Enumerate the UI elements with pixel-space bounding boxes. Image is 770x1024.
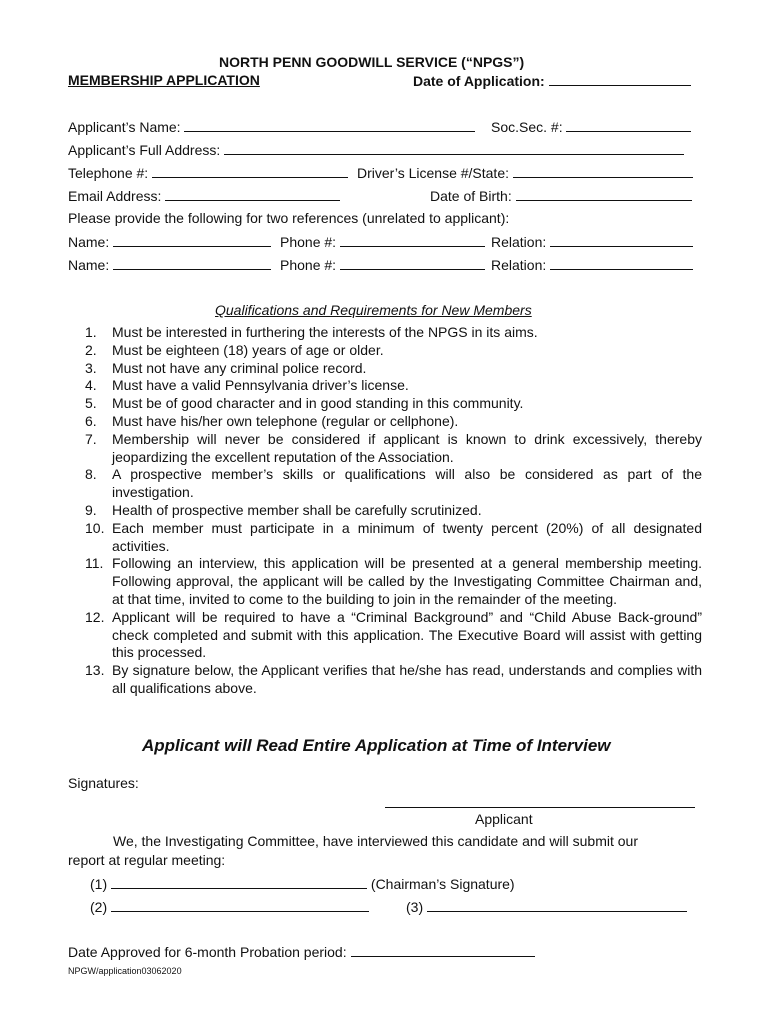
reference-phone-label: Phone #: (280, 234, 337, 250)
reference-phone-label: Phone #: (280, 257, 337, 273)
item-text: By signature below, the Applicant verifies that he/she has read, understands and complies with all qualifications above. (112, 662, 702, 696)
committee-statement-line-1: We, the Investigating Committee, have interviewed this candidate and will submit our (113, 833, 639, 849)
list-item (68, 555, 702, 608)
chairman-signature-label: (Chairman’s Signature) (370, 876, 515, 892)
item-number: 7. (85, 430, 97, 447)
item-text: Health of prospective member shall be carefully scrutinized. (112, 501, 482, 518)
applicant-name-label: Applicant’s Name: (68, 119, 181, 135)
soc-sec-field[interactable] (491, 118, 691, 135)
drivers-license-field[interactable] (357, 164, 693, 181)
committee-signature-2[interactable] (90, 898, 369, 915)
list-item (68, 324, 702, 342)
committee-signature-3[interactable] (406, 898, 687, 915)
reference-2-relation-field[interactable] (491, 256, 693, 273)
interview-notice: Applicant will Read Entire Application at Time of Interview (142, 736, 611, 755)
item-text: Must have his/her own telephone (regular or cellphone). (112, 412, 459, 429)
item-number: 11. (85, 555, 104, 572)
telephone-line[interactable] (152, 164, 348, 178)
date-of-application-line[interactable] (549, 72, 691, 86)
list-item (68, 502, 702, 520)
reference-2-phone-line[interactable] (340, 256, 485, 270)
reference-1-name-field[interactable] (68, 233, 271, 250)
probation-date-field[interactable] (68, 943, 535, 960)
reference-2-name-field[interactable] (68, 256, 271, 273)
item-text: Must not have any criminal police record. (112, 359, 367, 376)
item-number: 12. (85, 608, 105, 625)
item-number: 8. (85, 466, 97, 483)
soc-sec-line[interactable] (566, 118, 691, 132)
date-of-birth-label: Date of Birth: (430, 188, 512, 204)
date-of-application-label: Date of Application: (413, 73, 545, 89)
email-field[interactable] (68, 187, 340, 204)
item-number: 4. (85, 377, 97, 394)
date-of-birth-line[interactable] (516, 187, 692, 201)
reference-1-phone-field[interactable] (280, 233, 485, 250)
reference-relation-label: Relation: (491, 257, 547, 273)
applicant-name-line[interactable] (184, 118, 475, 132)
committee-2-signature-line[interactable] (111, 898, 369, 912)
reference-1-relation-line[interactable] (550, 233, 693, 247)
list-item (68, 395, 702, 413)
item-number: 3. (85, 359, 97, 376)
probation-date-label: Date Approved for 6-month Probation period: (68, 944, 347, 960)
list-item (68, 431, 702, 467)
applicant-signature-label: Applicant (475, 811, 533, 827)
item-text: Must have a valid Pennsylvania driver’s license. (112, 377, 409, 394)
chairman-signature-line[interactable] (111, 875, 367, 889)
date-of-application-field[interactable] (413, 72, 691, 89)
list-item (68, 662, 702, 698)
reference-2-name-line[interactable] (113, 256, 271, 270)
item-text: A prospective member’s skills or qualifications will also be considered as part of the investigation. (112, 466, 702, 501)
list-item (68, 342, 702, 360)
item-text: Must be of good character and in good standing in this community. (112, 395, 524, 412)
item-number: 9. (85, 501, 97, 518)
list-item (68, 360, 702, 378)
email-label: Email Address: (68, 188, 162, 204)
full-address-line[interactable] (224, 141, 684, 155)
list-item (68, 466, 702, 502)
signature-number: (3) (406, 899, 424, 915)
item-number: 6. (85, 412, 97, 429)
date-of-birth-field[interactable] (430, 187, 692, 204)
drivers-license-label: Driver’s License #/State: (357, 165, 509, 181)
item-number: 13. (85, 662, 105, 679)
item-text: Must be interested in furthering the interests of the NPGS in its aims. (112, 324, 538, 340)
applicant-signature-line[interactable] (385, 795, 695, 808)
telephone-label: Telephone #: (68, 165, 149, 181)
applicant-name-field[interactable] (68, 118, 475, 135)
reference-1-phone-line[interactable] (340, 233, 485, 247)
telephone-field[interactable] (68, 164, 348, 181)
signature-number: (1) (90, 876, 108, 892)
reference-1-relation-field[interactable] (491, 233, 693, 250)
item-text: Each member must participate in a minimum of twenty percent (20%) of all designated activities. (112, 519, 702, 554)
item-text: Following an interview, this application will be presented at a general membership meeting. Following approval, the applicant will be called by the Investigating Committee Chairman and, at that time, invited to come to the building to join in the remainder of the meeting. (112, 555, 702, 607)
list-item (68, 377, 702, 395)
form-title: MEMBERSHIP APPLICATION (68, 72, 260, 88)
reference-name-label: Name: (68, 234, 110, 250)
full-address-label: Applicant’s Full Address: (68, 142, 221, 158)
reference-2-phone-field[interactable] (280, 256, 485, 273)
full-address-field[interactable] (68, 141, 684, 158)
qualifications-heading: Qualifications and Requirements for New Members (215, 302, 532, 318)
reference-name-label: Name: (68, 257, 110, 273)
item-text: Must be eighteen (18) years of age or older. (112, 341, 384, 358)
footer-code: NPGW/application03062020 (68, 966, 182, 976)
org-title: NORTH PENN GOODWILL SERVICE (“NPGS”) (219, 54, 525, 70)
item-number: 2. (85, 341, 97, 358)
committee-statement-line-2: report at regular meeting: (68, 852, 226, 868)
list-item (68, 609, 702, 662)
item-text: Applicant will be required to have a “Criminal Background” and “Child Abuse Back-ground” check completed and submit with this application. The Executive Board will assist with getting this processed. (112, 608, 702, 661)
probation-date-line[interactable] (351, 943, 535, 957)
drivers-license-line[interactable] (513, 164, 693, 178)
email-line[interactable] (165, 187, 340, 201)
soc-sec-label: Soc.Sec. #: (491, 119, 563, 135)
reference-2-relation-line[interactable] (550, 256, 693, 270)
signature-number: (2) (90, 899, 108, 915)
reference-relation-label: Relation: (491, 234, 547, 250)
qualifications-list (68, 324, 702, 698)
list-item (68, 413, 702, 431)
item-number: 10. (85, 519, 105, 536)
reference-1-name-line[interactable] (113, 233, 271, 247)
committee-3-signature-line[interactable] (427, 898, 687, 912)
committee-signature-1[interactable] (90, 875, 515, 892)
list-item (68, 520, 702, 556)
signatures-label: Signatures: (68, 775, 139, 791)
references-intro: Please provide the following for two references (unrelated to applicant): (68, 210, 510, 226)
item-number: 5. (85, 395, 97, 412)
item-text: Membership will never be considered if applicant is known to drink excessively, thereby jeopardizing the excellent reputation of the Association. (112, 430, 702, 465)
item-number: 1. (85, 324, 97, 340)
